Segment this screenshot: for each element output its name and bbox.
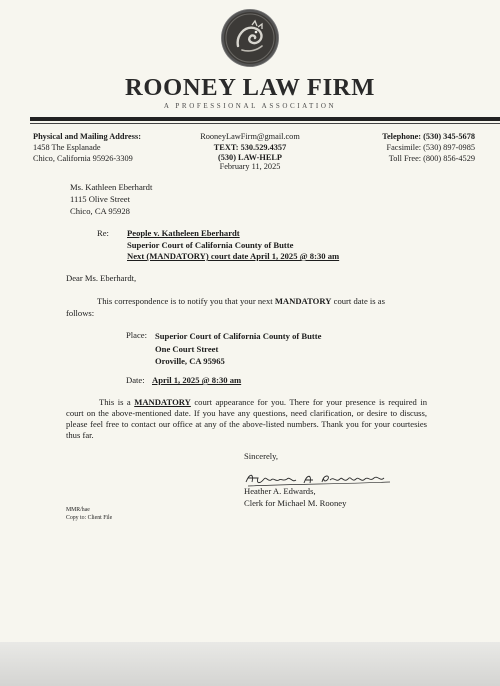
intro-text-1: This correspondence is to notify you that your next bbox=[97, 296, 275, 306]
place-label: Place: bbox=[126, 330, 147, 340]
header-rule-thin bbox=[30, 123, 500, 124]
firm-name: ROONEY LAW FIRM bbox=[124, 74, 376, 101]
text-number: TEXT: 530.529.4357 bbox=[213, 143, 287, 153]
notice-emphasis: MANDATORY bbox=[134, 397, 191, 407]
court-date-value: April 1, 2025 @ 8:30 am bbox=[152, 375, 242, 385]
place-street: One Court Street bbox=[155, 343, 219, 354]
re-case-name: People v. Katheleen Eberhardt bbox=[127, 228, 240, 238]
typist-initials: MMR/hae bbox=[66, 507, 90, 513]
address-heading: Physical and Mailing Address: bbox=[33, 132, 141, 141]
address-line-1: 1458 The Esplanade bbox=[33, 143, 101, 153]
closing-sincerely: Sincerely, bbox=[244, 451, 279, 461]
header-rule-thick bbox=[30, 117, 500, 121]
copy-to: Copy to: Client File bbox=[66, 515, 113, 521]
re-court-date: Next (MANDATORY) court date April 1, 2025 @ 8:30 am bbox=[127, 251, 340, 261]
facsimile: Facsimile: (530) 897-0985 bbox=[386, 143, 475, 153]
re-label: Re: bbox=[97, 228, 109, 238]
intro-line-1 bbox=[97, 296, 385, 307]
salutation: Dear Ms. Eberhardt, bbox=[66, 273, 137, 283]
intro-emphasis: MANDATORY bbox=[274, 296, 332, 306]
scan-background bbox=[0, 642, 500, 686]
notice-text-1: This is a bbox=[99, 397, 135, 407]
recipient-name: Ms. Kathleen Eberhardt bbox=[70, 182, 153, 192]
dragon-emblem-icon bbox=[222, 10, 278, 66]
intro-line-2: follows: bbox=[66, 308, 95, 318]
signer-name: Heather A. Edwards, bbox=[244, 486, 316, 496]
text-help: (530) LAW-HELP bbox=[218, 153, 282, 163]
notice-paragraph bbox=[66, 397, 427, 441]
firm-subtitle: A PROFESSIONAL ASSOCIATION bbox=[163, 102, 337, 110]
telephone: Telephone: (530) 345-5678 bbox=[382, 132, 475, 141]
address-line-2: Chico, California 95926-3309 bbox=[33, 154, 133, 164]
email-address[interactable]: RooneyLawFirm@gmail.com bbox=[200, 132, 300, 141]
footer-block bbox=[66, 506, 112, 522]
recipient-city: Chico, CA 95928 bbox=[70, 206, 130, 216]
intro-text-2: court date is as bbox=[331, 296, 385, 306]
place-block bbox=[155, 330, 321, 368]
place-city: Oroville, CA 95965 bbox=[155, 356, 225, 366]
date-label: Date: bbox=[126, 375, 145, 385]
signature-block bbox=[244, 485, 346, 509]
signer-title: Clerk for Michael M. Rooney bbox=[244, 498, 347, 508]
re-court: Superior Court of California County of Butte bbox=[127, 239, 294, 250]
recipient-street: 1115 Olive Street bbox=[70, 194, 130, 204]
phone-block bbox=[382, 131, 475, 165]
place-court: Superior Court of California County of Butte bbox=[155, 331, 322, 341]
letter-date: February 11, 2025 bbox=[219, 162, 281, 172]
toll-free: Toll Free: (800) 856-4529 bbox=[388, 154, 475, 164]
notice-text-2: court appearance for you. There for your presence is required in court on the above-mentioned date. If you have any questions, need clarification, or desire to discuss, please feel free to contact our office at any of the above-listed numbers. Thank you for your courtesies thus far. bbox=[66, 397, 427, 440]
recipient-address bbox=[70, 181, 152, 217]
re-block bbox=[127, 228, 339, 263]
